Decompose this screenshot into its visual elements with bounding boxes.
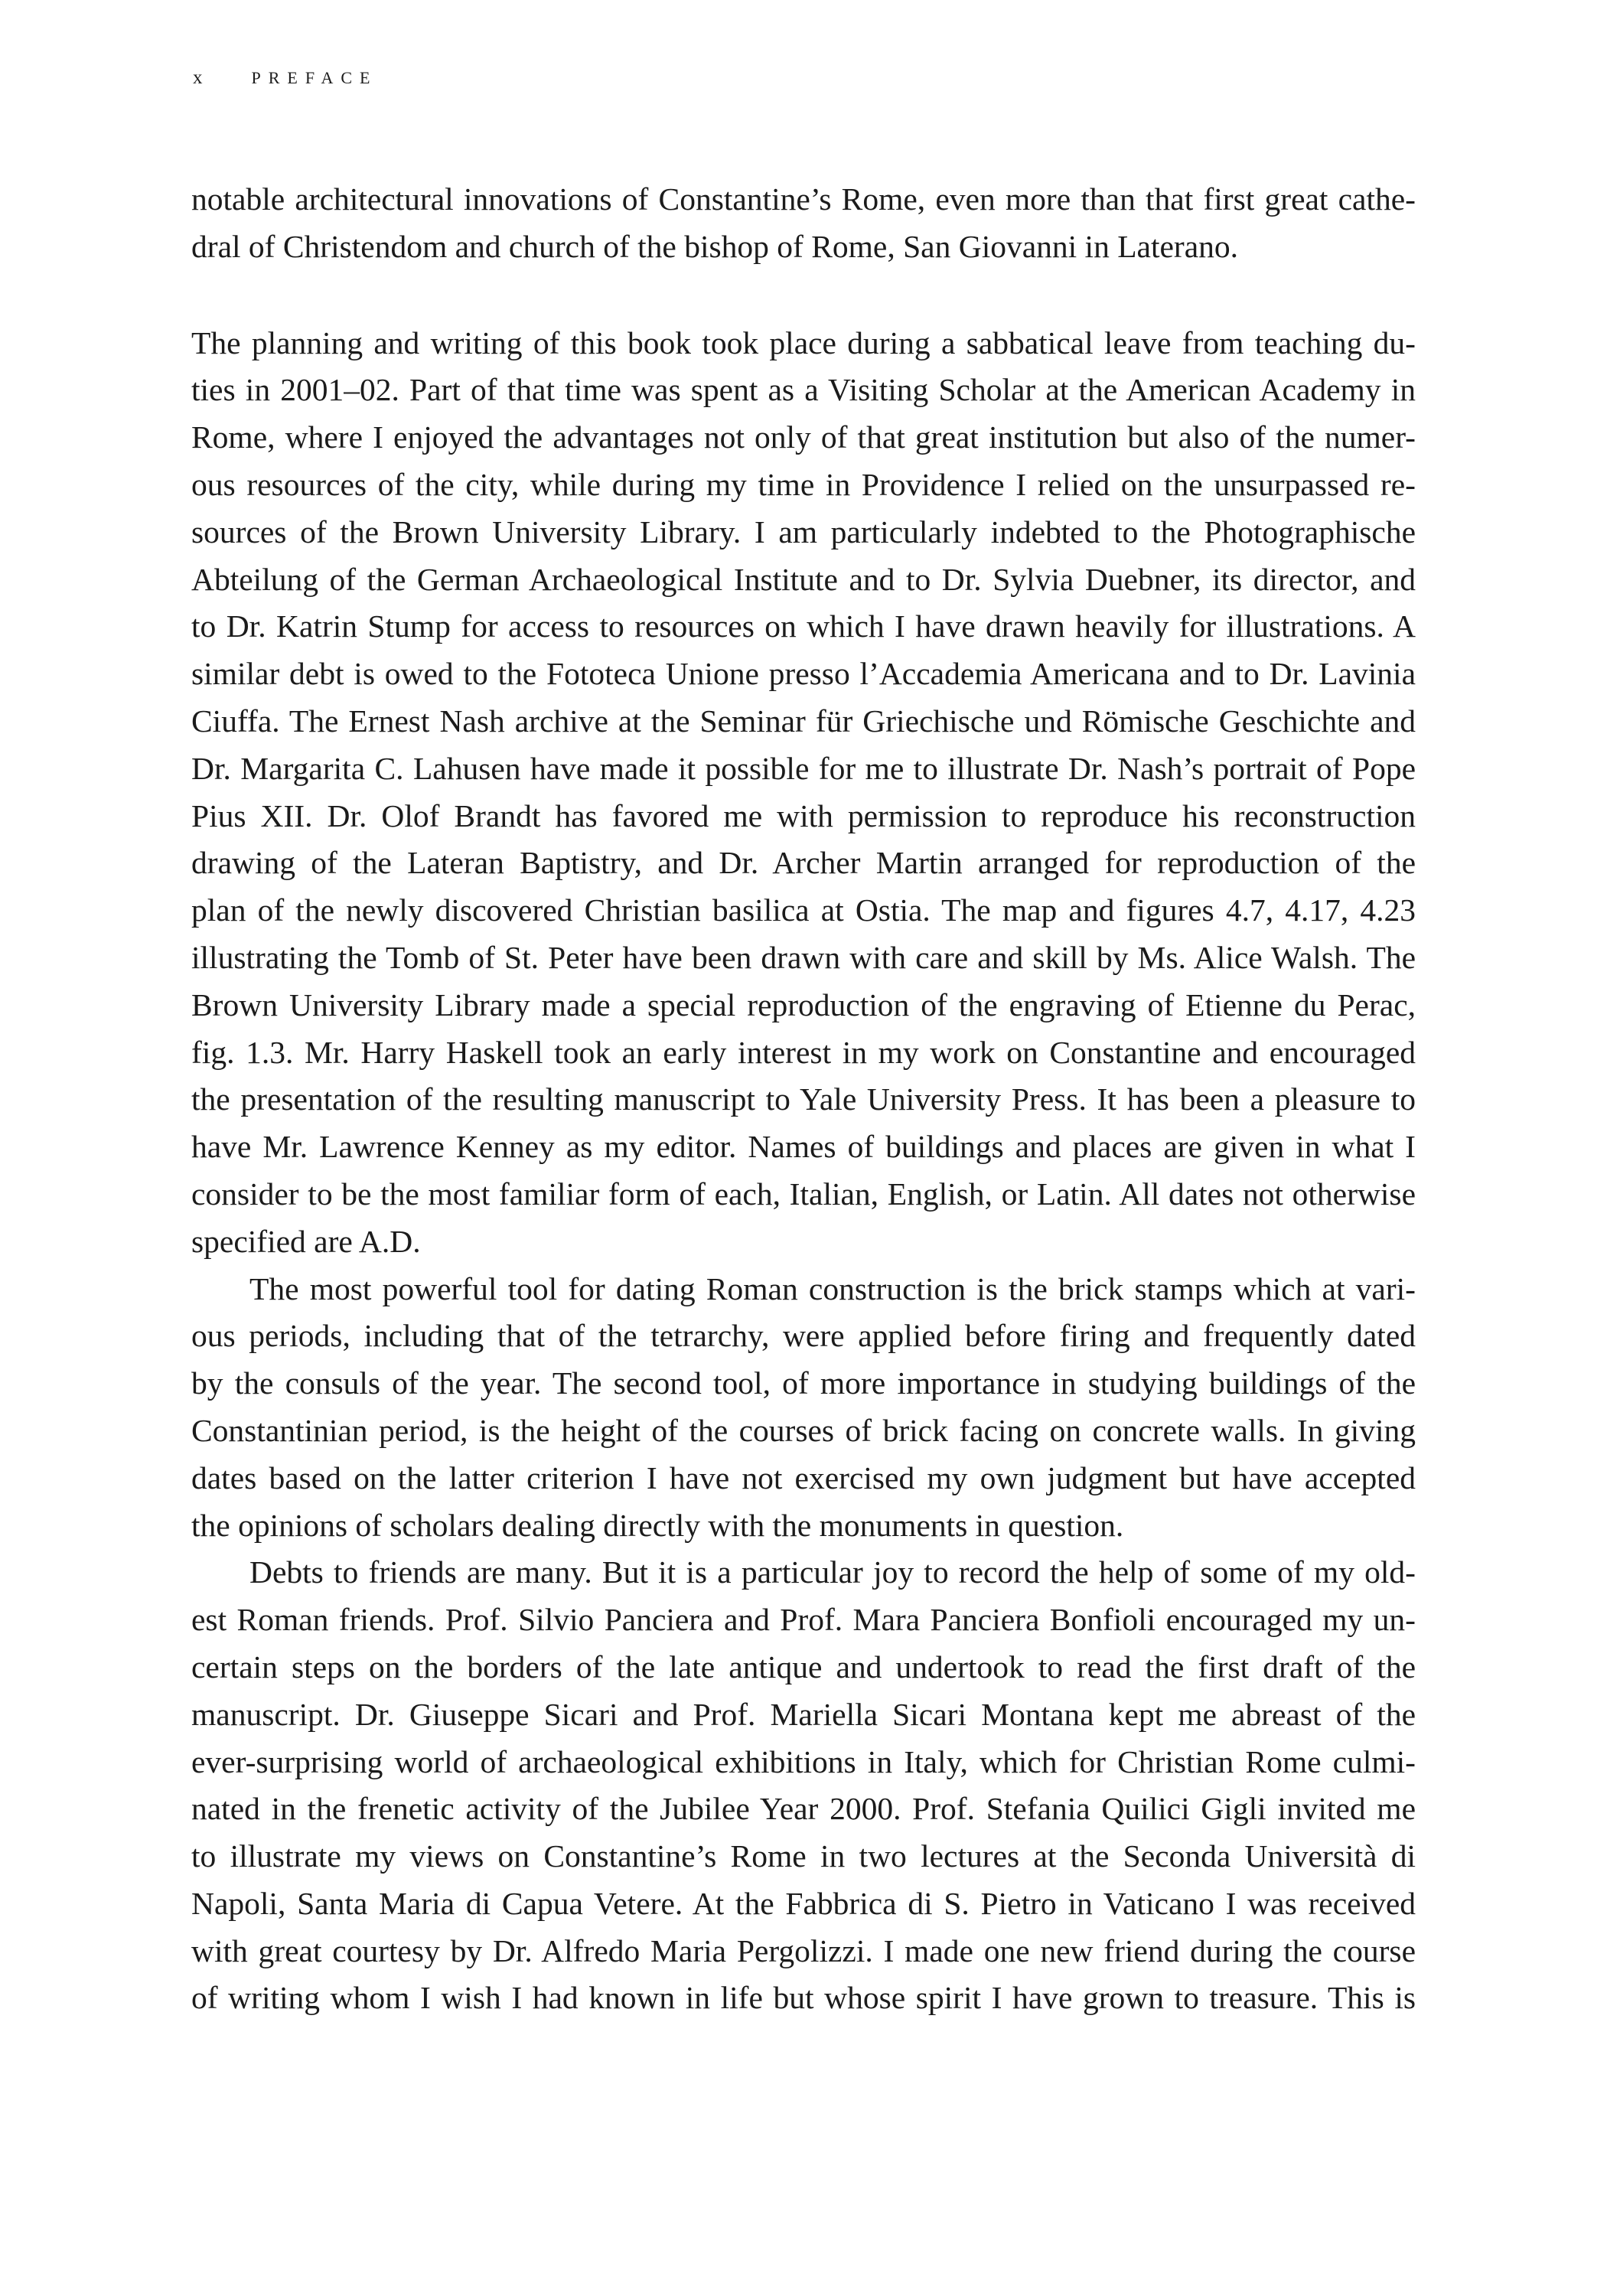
text-line: consider to be the most familiar form of each, Italian, English, or Latin. All dates not otherwise bbox=[191, 1176, 1416, 1212]
section-break bbox=[191, 271, 1416, 320]
text-line: fig. 1.3. Mr. Harry Haskell took an early interest in my work on Constantine and encouraged bbox=[191, 1034, 1416, 1070]
text-line: to illustrate my views on Constantine’s Rome in two lectures at the Seconda Università di bbox=[191, 1838, 1416, 1874]
text-line: Rome, where I enjoyed the advantages not only of that great institution but also of the numer- bbox=[191, 419, 1416, 455]
text-line: Constantinian period, is the height of the courses of brick facing on concrete walls. In giving bbox=[191, 1412, 1416, 1448]
page-number: x bbox=[193, 67, 204, 88]
text-line: ties in 2001–02. Part of that time was spent as a Visiting Scholar at the American Academy in bbox=[191, 372, 1416, 408]
text-line: with great courtesy by Dr. Alfredo Maria Pergolizzi. I made one new friend during the course bbox=[191, 1932, 1416, 1968]
text-line: illustrating the Tomb of St. Peter have been drawn with care and skill by Ms. Alice Walsh. The bbox=[191, 939, 1416, 975]
text-line: Pius XII. Dr. Olof Brandt has favored me with permission to reproduce his reconstruction bbox=[191, 797, 1416, 833]
text-line: specified are A.D. bbox=[191, 1223, 421, 1259]
running-head bbox=[193, 67, 377, 89]
text-line: certain steps on the borders of the late antique and undertook to read the first draft of the bbox=[191, 1649, 1416, 1684]
text-line: plan of the newly discovered Christian basilica at Ostia. The map and figures 4.7, 4.17, 4.23 bbox=[191, 892, 1416, 928]
text-line: by the consuls of the year. The second tool, of more importance in studying buildings of the bbox=[191, 1365, 1416, 1401]
text-line: ever-surprising world of archaeological exhibitions in Italy, which for Christian Rome culmi- bbox=[191, 1743, 1416, 1779]
paragraph-acknowledgments bbox=[191, 320, 1416, 1266]
text-line: Debts to friends are many. But it is a particular joy to record the help of some of my old- bbox=[249, 1554, 1416, 1590]
text-line: notable architectural innovations of Constantine’s Rome, even more than that first great cathe- bbox=[191, 181, 1416, 217]
text-line: Napoli, Santa Maria di Capua Vetere. At the Fabbrica di S. Pietro in Vaticano I was received bbox=[191, 1885, 1416, 1921]
text-line: ous periods, including that of the tetrarchy, were applied before firing and frequently dated bbox=[191, 1318, 1416, 1354]
text-line: sources of the Brown University Library. I am particularly indebted to the Photographische bbox=[191, 514, 1416, 550]
text-line: The planning and writing of this book took place during a sabbatical leave from teaching du- bbox=[191, 325, 1416, 360]
text-line: dates based on the latter criterion I have not exercised my own judgment but have accepted bbox=[191, 1459, 1416, 1495]
text-line: drawing of the Lateran Baptistry, and Dr. Archer Martin arranged for reproduction of the bbox=[191, 845, 1416, 881]
text-line: have Mr. Lawrence Kenney as my editor. Names of buildings and places are given in what I bbox=[191, 1129, 1416, 1165]
paragraph-continuation bbox=[191, 176, 1416, 271]
text-line: to Dr. Katrin Stump for access to resources on which I have drawn heavily for illustrations. A bbox=[191, 608, 1416, 644]
text-line: Ciuffa. The Ernest Nash archive at the Seminar für Griechische und Römische Geschichte and bbox=[191, 703, 1416, 739]
text-line: similar debt is owed to the Fototeca Unione presso l’Accademia Americana and to Dr. Lavinia bbox=[191, 656, 1416, 692]
text-line: of writing whom I wish I had known in life but whose spirit I have grown to treasure. This is bbox=[191, 1980, 1416, 2016]
text-line: dral of Christendom and church of the bishop of Rome, San Giovanni in Laterano. bbox=[191, 228, 1239, 264]
body-text bbox=[191, 176, 1416, 2022]
text-line: est Roman friends. Prof. Silvio Panciera and Prof. Mara Panciera Bonfioli encouraged my un- bbox=[191, 1602, 1416, 1638]
paragraph-friends bbox=[191, 1549, 1416, 2022]
text-line: the presentation of the resulting manuscript to Yale University Press. It has been a pleasure to bbox=[191, 1081, 1416, 1117]
text-line: manuscript. Dr. Giuseppe Sicari and Prof. Mariella Sicari Montana kept me abreast of the bbox=[191, 1696, 1416, 1732]
section-title: PREFACE bbox=[251, 68, 378, 87]
text-line: Dr. Margarita C. Lahusen have made it possible for me to illustrate Dr. Nash’s portrait of Pope bbox=[191, 750, 1416, 786]
text-line: The most powerful tool for dating Roman construction is the brick stamps which at vari- bbox=[249, 1270, 1416, 1306]
text-line: nated in the frenetic activity of the Jubilee Year 2000. Prof. Stefania Quilici Gigli invited me bbox=[191, 1791, 1416, 1827]
text-line: ous resources of the city, while during my time in Providence I relied on the unsurpassed re- bbox=[191, 466, 1416, 502]
paragraph-dating-methods bbox=[191, 1266, 1416, 1550]
text-line: Abteilung of the German Archaeological Institute and to Dr. Sylvia Duebner, its director, and bbox=[191, 561, 1416, 597]
text-line: the opinions of scholars dealing directly with the monuments in question. bbox=[191, 1507, 1124, 1543]
text-line: Brown University Library made a special reproduction of the engraving of Etienne du Perac, bbox=[191, 987, 1416, 1022]
